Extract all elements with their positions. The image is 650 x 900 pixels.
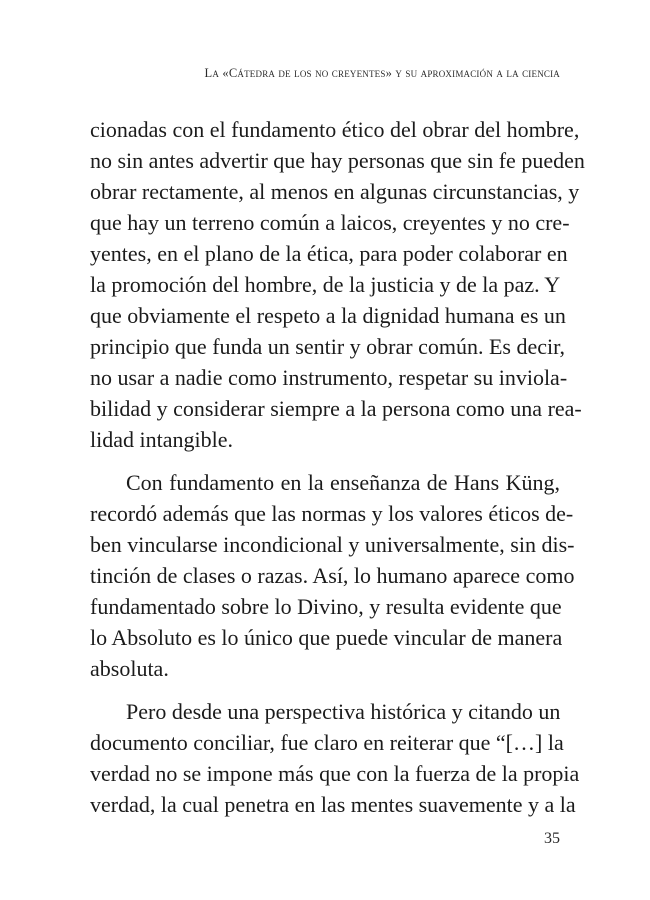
text-line: yentes, en el plano de la ética, para poder colaborar en	[90, 241, 568, 266]
text-line: que obviamente el respeto a la dignidad humana es un	[90, 303, 566, 328]
paragraph-gap	[90, 455, 560, 467]
paragraph-gap	[90, 684, 560, 696]
text-line: documento conciliar, fue claro en reiterar que “[…] la	[90, 730, 564, 755]
text-line: obrar rectamente, al menos en algunas circunstancias, y	[90, 179, 580, 204]
paragraph-3	[90, 696, 580, 820]
paragraph-1	[90, 114, 585, 455]
text-line: verdad, la cual penetra en las mentes suavemente y a la	[90, 792, 576, 817]
text-line: Pero desde una perspectiva histórica y citando un	[126, 699, 561, 724]
text-line: lo Absoluto es lo único que puede vincular de manera	[90, 625, 563, 650]
text-line: principio que funda un sentir y obrar común. Es decir,	[90, 334, 566, 359]
text-line: verdad no se impone más que con la fuerza de la propia	[90, 761, 580, 786]
text-line: Con fundamento en la enseñanza de Hans Küng,	[126, 470, 560, 495]
text-line: que hay un terreno común a laicos, creyentes y no cre-	[90, 210, 570, 235]
text-line: lidad intangible.	[90, 427, 233, 452]
text-line: tinción de clases o razas. Así, lo humano aparece como	[90, 563, 575, 588]
text-line: recordó además que las normas y los valores éticos de-	[90, 501, 574, 526]
text-line: cionadas con el fundamento ético del obrar del hombre,	[90, 117, 580, 142]
text-line: absoluta.	[90, 656, 169, 681]
text-line: la promoción del hombre, de la justicia y de la paz. Y	[90, 272, 561, 297]
running-head: La «Cátedra de los no creyentes» y su aproximación a la ciencia	[204, 66, 560, 80]
text-line: no sin antes advertir que hay personas que sin fe pueden	[90, 148, 585, 173]
text-line: bilidad y considerar siempre a la persona como una rea-	[90, 396, 582, 421]
body-text	[90, 114, 585, 820]
text-line: fundamentado sobre lo Divino, y resulta evidente que	[90, 594, 562, 619]
text-line: ben vincularse incondicional y universalmente, sin dis-	[90, 532, 575, 557]
page-number: 35	[544, 830, 560, 847]
text-line: no usar a nadie como instrumento, respetar su inviola-	[90, 365, 568, 390]
paragraph-2	[90, 467, 575, 684]
